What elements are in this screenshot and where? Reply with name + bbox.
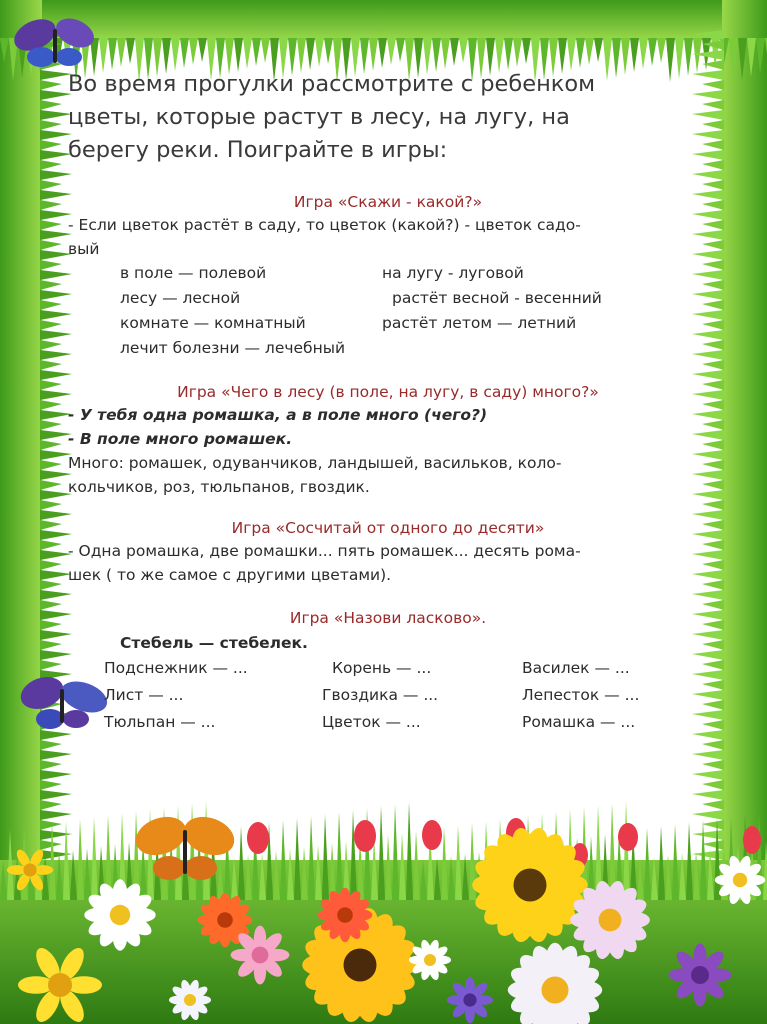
game-text: - Если цветок растёт в саду, то цветок (какой?) - цветок садо- — [68, 216, 581, 234]
word-cell: Тюльпан — ... — [104, 713, 216, 731]
flower-icon — [669, 944, 732, 1007]
intro-line: берегу реки. Поиграйте в игры: — [68, 137, 448, 163]
game-text: кольчиков, роз, тюльпанов, гвоздик. — [68, 478, 370, 496]
game-example: Стебель — стебелек. — [120, 634, 308, 652]
word-cell: Лепесток — ... — [522, 686, 640, 704]
word-grid — [68, 655, 708, 736]
grass-top — [0, 0, 767, 40]
word-cell: Гвоздика — ... — [322, 686, 439, 704]
game-title: Игра «Сосчитай от одного до десяти» — [231, 519, 545, 537]
game-title: Игра «Назови ласково». — [289, 609, 487, 627]
game-title: Игра «Чего в лесу (в поле, на лугу, в саду) много?» — [177, 383, 599, 401]
word-cell: Василек — ... — [522, 659, 630, 677]
game-text: шек ( то же самое с другими цветами). — [68, 566, 392, 584]
game-question: - У тебя одна ромашка, а в поле много (чего?) — [68, 406, 488, 424]
game-text: - Одна ромашка, две ромашки... пять ромашек... десять рома- — [68, 542, 581, 560]
intro-text — [68, 68, 708, 167]
word-cell: Корень — ... — [332, 659, 432, 677]
content — [68, 68, 708, 736]
word-pair-right: растёт летом — летний — [382, 314, 577, 332]
word-cell: Лист — ... — [104, 686, 184, 704]
game-title: Игра «Скажи - какой?» — [293, 193, 483, 211]
game-text: вый — [68, 240, 100, 258]
word-pair-right — [382, 336, 652, 361]
word-pair-right: растёт весной - весенний — [392, 289, 602, 307]
word-pair-left: комнате — комнатный — [120, 314, 306, 332]
word-pair-left: в поле — полевой — [120, 264, 267, 282]
word-pair-right: на лугу - луговой — [382, 264, 524, 282]
word-pair-left: лечит болезни — лечебный — [120, 339, 346, 357]
flower-icon — [231, 926, 290, 985]
word-pairs — [68, 261, 708, 361]
word-cell: Ромашка — ... — [522, 713, 636, 731]
word-cell: Цветок — ... — [322, 713, 421, 731]
game-answer: - В поле много ромашек. — [68, 430, 293, 448]
intro-line: цветы, которые растут в лесу, на лугу, на — [68, 104, 570, 130]
game-text: Много: ромашек, одуванчиков, ландышей, васильков, коло- — [68, 454, 562, 472]
intro-line: Во время прогулки рассмотрите с ребенком — [68, 71, 596, 97]
word-cell: Подснежник — ... — [104, 659, 248, 677]
flower-icon — [447, 977, 493, 1023]
word-pair-left: лесу — лесной — [120, 289, 241, 307]
